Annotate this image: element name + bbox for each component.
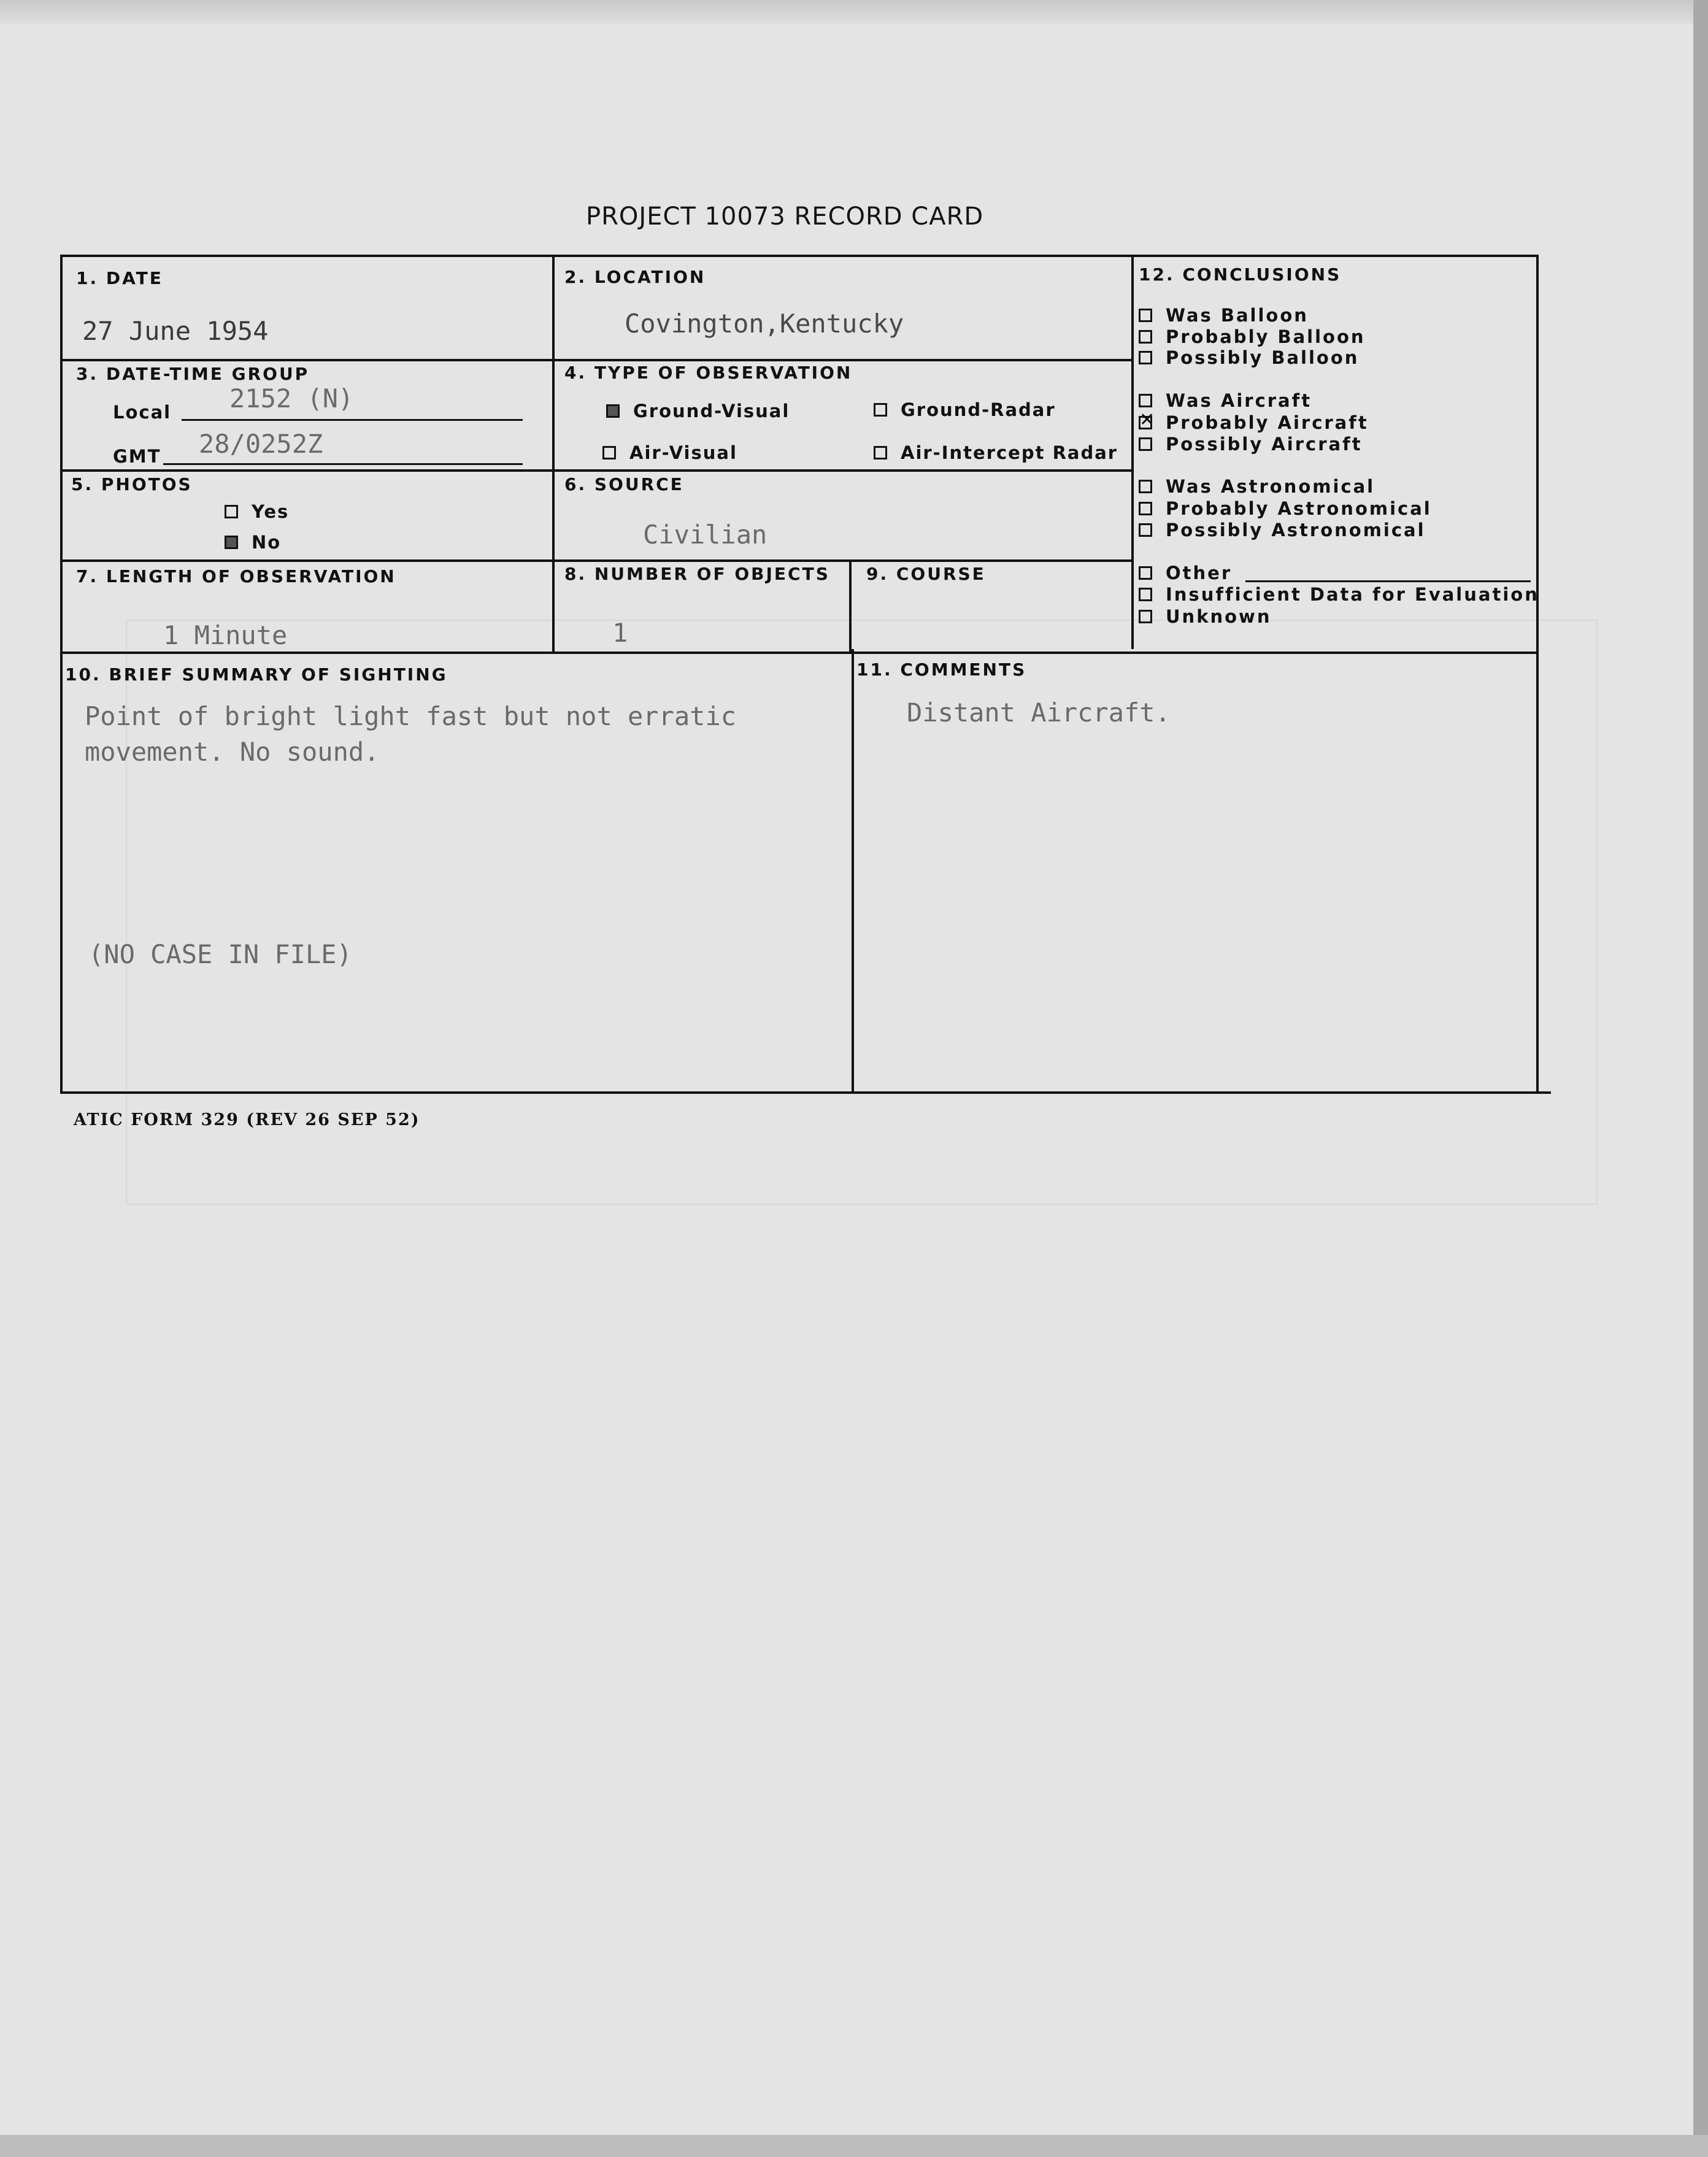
photos-yes-text: Yes	[252, 501, 290, 522]
ground-visual-checkbox[interactable]	[606, 404, 620, 418]
location-value: Covington,Kentucky	[625, 309, 904, 339]
divider-col-1	[552, 255, 555, 653]
air-visual-option[interactable]	[602, 442, 737, 463]
probably-aircraft-text: Probably Aircraft	[1166, 412, 1369, 433]
local-underline	[182, 419, 523, 421]
summary-line-2: movement. No sound.	[85, 737, 380, 767]
conclusion-was-astronomical[interactable]	[1139, 476, 1375, 497]
type-of-observation-label: 4. TYPE OF OBSERVATION	[564, 363, 853, 383]
divider-lower	[852, 649, 854, 1094]
air-intercept-radar-text: Air-Intercept Radar	[901, 442, 1118, 463]
scan-bottom-edge	[0, 2135, 1708, 2157]
border-top	[60, 255, 1539, 257]
conclusion-probably-balloon[interactable]	[1139, 326, 1366, 347]
air-visual-text: Air-Visual	[629, 442, 737, 463]
ground-visual-text: Ground-Visual	[633, 401, 790, 421]
local-time-value: 2152 (N)	[229, 383, 354, 413]
photos-label: 5. PHOTOS	[71, 474, 193, 494]
photos-yes-option[interactable]	[225, 501, 289, 522]
was-astronomical-checkbox[interactable]	[1139, 480, 1152, 493]
scan-top-edge	[0, 0, 1708, 25]
conclusion-was-aircraft[interactable]	[1139, 390, 1312, 411]
conclusion-insufficient-data[interactable]	[1139, 584, 1539, 605]
length-of-observation-label: 7. LENGTH OF OBSERVATION	[76, 566, 396, 586]
possibly-balloon-text: Possibly Balloon	[1166, 347, 1360, 368]
conclusion-possibly-balloon[interactable]	[1139, 347, 1359, 368]
no-case-note: (NO CASE IN FILE)	[88, 939, 352, 969]
air-visual-checkbox[interactable]	[602, 446, 616, 459]
number-of-objects-label: 8. NUMBER OF OBJECTS	[564, 564, 830, 584]
date-label: 1. DATE	[76, 268, 163, 288]
date-value: 27 June 1954	[82, 316, 269, 346]
ground-radar-option[interactable]	[874, 399, 1056, 420]
possibly-aircraft-text: Possibly Aircraft	[1166, 434, 1363, 455]
was-aircraft-checkbox[interactable]	[1139, 394, 1152, 407]
was-balloon-checkbox[interactable]	[1139, 309, 1152, 322]
card-title: PROJECT 10073 RECORD CARD	[586, 202, 984, 231]
gmt-label: GMT	[113, 446, 161, 467]
conclusion-other[interactable]	[1139, 563, 1232, 583]
scan-right-edge	[1693, 0, 1708, 2157]
possibly-balloon-checkbox[interactable]	[1139, 351, 1152, 364]
brief-summary-label: 10. BRIEF SUMMARY OF SIGHTING	[65, 664, 448, 685]
insufficient-data-checkbox[interactable]	[1139, 588, 1152, 601]
comments-value: Distant Aircraft.	[907, 698, 1171, 728]
probably-balloon-text: Probably Balloon	[1166, 326, 1366, 347]
conclusions-label: 12. CONCLUSIONS	[1139, 264, 1342, 285]
divider-col-2	[1131, 255, 1134, 649]
course-label: 9. COURSE	[866, 564, 986, 584]
probably-astronomical-text: Probably Astronomical	[1166, 498, 1432, 519]
summary-line-1: Point of bright light fast but not erratic	[85, 701, 737, 731]
length-of-observation-value: 1 Minute	[163, 620, 288, 650]
conclusion-possibly-astronomical[interactable]	[1139, 520, 1426, 540]
record-card	[60, 255, 1550, 1094]
form-number: ATIC FORM 329 (REV 26 SEP 52)	[74, 1110, 420, 1129]
unknown-text: Unknown	[1166, 606, 1272, 627]
border-bottom	[60, 1091, 1551, 1094]
possibly-astronomical-checkbox[interactable]	[1139, 523, 1152, 537]
was-astronomical-text: Was Astronomical	[1166, 476, 1375, 497]
conclusion-possibly-aircraft[interactable]	[1139, 434, 1363, 455]
conclusion-probably-aircraft[interactable]	[1139, 412, 1369, 433]
insufficient-data-text: Insufficient Data for Evaluation	[1166, 584, 1539, 605]
gmt-time-value: 28/0252Z	[199, 429, 323, 459]
possibly-astronomical-text: Possibly Astronomical	[1166, 520, 1426, 540]
photos-no-text: No	[252, 532, 282, 553]
source-label: 6. SOURCE	[564, 474, 684, 494]
divider-col-course	[849, 561, 852, 652]
air-intercept-radar-option[interactable]	[874, 442, 1118, 463]
other-underline	[1245, 580, 1531, 582]
probably-astronomical-checkbox[interactable]	[1139, 502, 1152, 515]
was-balloon-text: Was Balloon	[1166, 305, 1309, 326]
border-left	[60, 255, 63, 1094]
was-aircraft-text: Was Aircraft	[1166, 390, 1312, 411]
divider-row-3	[60, 559, 1134, 562]
air-intercept-radar-checkbox[interactable]	[874, 446, 887, 459]
number-of-objects-value: 1	[612, 618, 628, 648]
ground-radar-text: Ground-Radar	[901, 399, 1056, 420]
photos-yes-checkbox[interactable]	[225, 505, 238, 518]
conclusion-probably-astronomical[interactable]	[1139, 498, 1432, 519]
comments-label: 11. COMMENTS	[856, 659, 1027, 680]
border-right	[1536, 255, 1539, 1094]
probably-balloon-checkbox[interactable]	[1139, 330, 1152, 344]
gmt-underline	[163, 463, 523, 465]
possibly-aircraft-checkbox[interactable]	[1139, 437, 1152, 451]
unknown-checkbox[interactable]	[1139, 610, 1152, 623]
divider-row-2	[60, 469, 1134, 472]
divider-row-1	[60, 359, 1134, 361]
date-time-group-label: 3. DATE-TIME GROUP	[76, 364, 310, 384]
local-label: Local	[113, 402, 172, 423]
other-checkbox[interactable]	[1139, 566, 1152, 580]
ground-radar-checkbox[interactable]	[874, 403, 887, 417]
photos-no-option[interactable]	[225, 532, 281, 553]
source-value: Civilian	[643, 520, 767, 550]
conclusion-unknown[interactable]	[1139, 606, 1272, 627]
ground-visual-option[interactable]	[606, 401, 790, 421]
photos-no-checkbox[interactable]	[225, 536, 238, 549]
probably-aircraft-checkbox[interactable]	[1139, 416, 1152, 429]
divider-row-4	[60, 652, 1539, 654]
location-label: 2. LOCATION	[564, 267, 706, 287]
conclusion-was-balloon[interactable]	[1139, 305, 1309, 326]
other-text: Other	[1166, 563, 1233, 583]
